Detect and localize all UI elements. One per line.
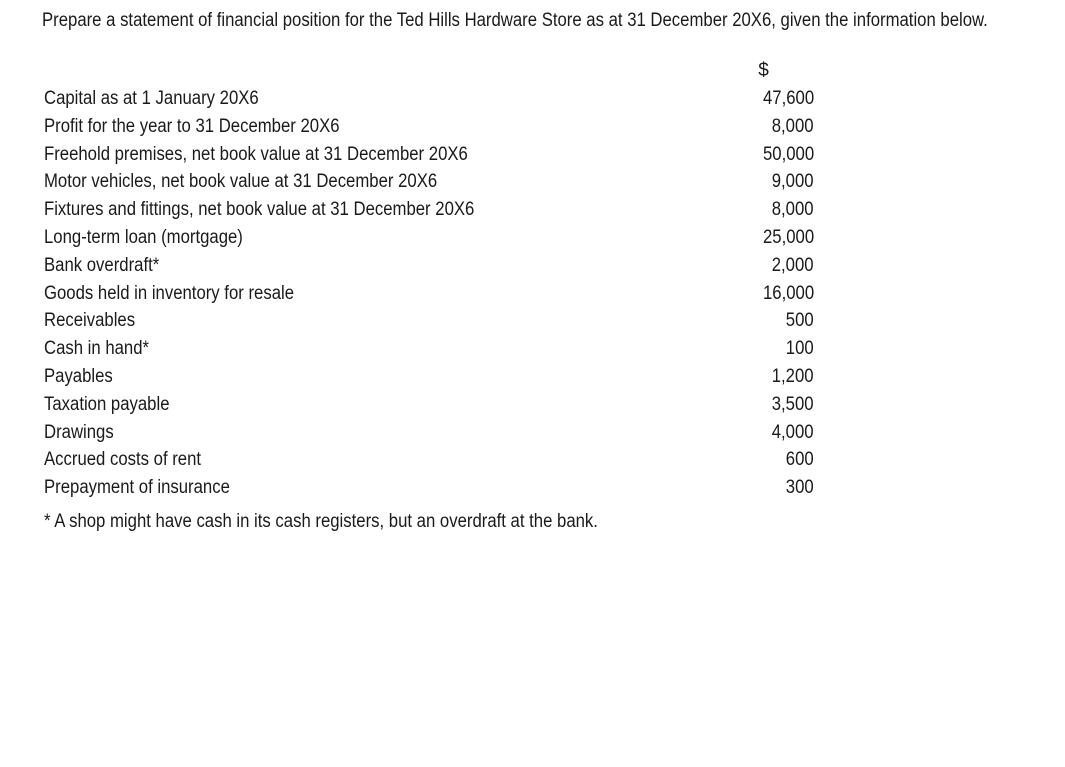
item-amount: 3,500 xyxy=(772,393,814,415)
footnote: * A shop might have cash in its cash registers, but an overdraft at the bank. xyxy=(44,511,598,532)
item-label: Payables xyxy=(44,365,113,387)
list-item xyxy=(44,446,824,474)
list-item xyxy=(44,391,824,419)
list-item xyxy=(44,474,824,502)
list-item xyxy=(44,252,824,280)
item-amount: 100 xyxy=(786,338,814,360)
item-label: Profit for the year to 31 December 20X6 xyxy=(44,115,340,137)
item-label: Capital as at 1 January 20X6 xyxy=(44,88,259,109)
currency-header: $ xyxy=(758,60,769,81)
item-label: Motor vehicles, net book value at 31 December 20X6 xyxy=(44,171,438,193)
question-text: Prepare a statement of financial position for the Ted Hills Hardware Store as at 31 December 20X6, given the information below. xyxy=(42,10,988,31)
item-amount: 50,000 xyxy=(762,143,814,165)
item-amount: 9,000 xyxy=(772,171,814,193)
item-label: Cash in hand* xyxy=(44,338,150,360)
item-label: Receivables xyxy=(44,310,136,332)
item-label: Freehold premises, net book value at 31 December 20X6 xyxy=(44,143,468,165)
list-item xyxy=(44,85,824,113)
list-item xyxy=(44,168,824,196)
item-label: Long-term loan (mortgage) xyxy=(44,226,243,248)
item-label: Bank overdraft* xyxy=(44,254,160,276)
item-amount: 47,600 xyxy=(762,88,814,109)
list-item xyxy=(44,224,824,252)
item-amount: 500 xyxy=(786,310,814,332)
list-item xyxy=(44,335,824,363)
item-amount: 8,000 xyxy=(772,115,814,137)
list-item xyxy=(44,419,824,447)
item-label: Prepayment of insurance xyxy=(44,477,230,499)
list-item xyxy=(44,363,824,391)
item-label: Fixtures and fittings, net book value at 31 December 20X6 xyxy=(44,199,475,221)
item-amount: 16,000 xyxy=(762,282,814,304)
list-item xyxy=(44,141,824,169)
item-label: Accrued costs of rent xyxy=(44,449,202,471)
item-amount: 8,000 xyxy=(772,199,814,221)
item-label: Taxation payable xyxy=(44,393,170,415)
item-amount: 1,200 xyxy=(772,365,814,387)
item-amount: 4,000 xyxy=(772,421,814,443)
item-amount: 300 xyxy=(786,477,814,499)
item-label: Drawings xyxy=(44,421,114,443)
list-item xyxy=(44,113,824,141)
list-item xyxy=(44,196,824,224)
item-amount: 2,000 xyxy=(772,254,814,276)
list-item xyxy=(44,280,824,308)
item-amount: 25,000 xyxy=(762,226,814,248)
balance-items-list xyxy=(44,85,824,502)
list-item xyxy=(44,307,824,335)
item-label: Goods held in inventory for resale xyxy=(44,282,295,304)
item-amount: 600 xyxy=(786,449,814,471)
